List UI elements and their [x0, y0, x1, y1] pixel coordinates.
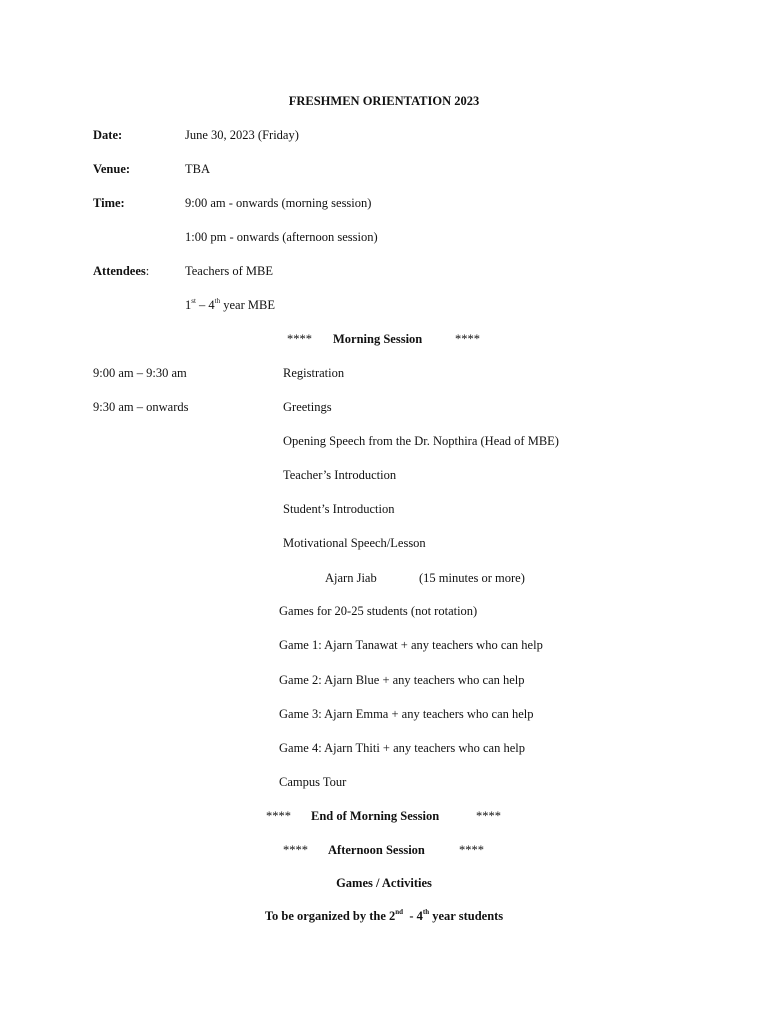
game-item-1: Game 1: Ajarn Tanawat + any teachers who can help — [279, 638, 543, 652]
attendees-label — [93, 263, 149, 279]
year-start-suffix: st — [191, 297, 196, 305]
year-end-suffix: th — [214, 297, 221, 305]
time-value-morning: 9:00 am - onwards (morning session) — [185, 196, 372, 210]
afternoon-stars-left: **** — [283, 843, 308, 857]
schedule-activity-1: Registration — [283, 366, 345, 380]
date-value: June 30, 2023 (Friday) — [185, 128, 299, 142]
schedule-item-opening-speech: Opening Speech from the Dr. Nopthira (Head of MBE) — [283, 434, 559, 448]
games-activities-heading: Games / Activities — [336, 876, 432, 890]
year-end: – 4 — [195, 298, 215, 312]
attendees-value-years — [185, 297, 275, 313]
organized-sup-1: nd — [395, 908, 404, 916]
morning-stars-left: **** — [287, 332, 312, 346]
schedule-time-1: 9:00 am – 9:30 am — [93, 366, 187, 380]
afternoon-session-heading: Afternoon Session — [328, 843, 425, 857]
attendees-label-colon: : — [145, 264, 150, 278]
schedule-activity-2: Greetings — [283, 400, 332, 414]
organized-sup-2: th — [422, 908, 430, 916]
schedule-item-motivational: Motivational Speech/Lesson — [283, 536, 426, 550]
schedule-item-student-intro: Student’s Introduction — [283, 502, 395, 516]
games-title: Games for 20-25 students (not rotation) — [279, 604, 478, 618]
end-morning-stars-right: **** — [476, 809, 501, 823]
afternoon-stars-right: **** — [459, 843, 484, 857]
time-label: Time: — [93, 196, 125, 210]
organized-by-line — [0, 908, 768, 924]
game-item-3: Game 3: Ajarn Emma + any teachers who can help — [279, 707, 534, 721]
organized-prefix: To be organized by the 2 — [264, 909, 396, 923]
game-item-4: Game 4: Ajarn Thiti + any teachers who can help — [279, 741, 525, 755]
morning-stars-right: **** — [455, 332, 480, 346]
speaker-name: Ajarn Jiab — [325, 571, 377, 585]
end-morning-heading: End of Morning Session — [311, 809, 440, 823]
organized-middle: - 4 — [403, 909, 423, 923]
year-start: 1 — [185, 298, 192, 312]
morning-session-heading: Morning Session — [333, 332, 423, 346]
end-morning-stars-left: **** — [266, 809, 291, 823]
document-title: FRESHMEN ORIENTATION 2023 — [288, 94, 480, 108]
campus-tour: Campus Tour — [279, 775, 347, 789]
time-value-afternoon: 1:00 pm - onwards (afternoon session) — [185, 230, 378, 244]
schedule-time-2: 9:30 am – onwards — [93, 400, 189, 414]
game-item-2: Game 2: Ajarn Blue + any teachers who can help — [279, 673, 525, 687]
venue-value: TBA — [185, 162, 210, 176]
speaker-note: (15 minutes or more) — [419, 571, 525, 585]
attendees-value-teachers: Teachers of MBE — [185, 264, 273, 278]
attendees-label-text: Attendees — [93, 264, 146, 278]
year-rest: year MBE — [220, 298, 275, 312]
organized-suffix: year students — [429, 909, 504, 923]
schedule-item-teacher-intro: Teacher’s Introduction — [283, 468, 397, 482]
venue-label: Venue: — [93, 162, 131, 176]
date-label: Date: — [93, 128, 123, 142]
